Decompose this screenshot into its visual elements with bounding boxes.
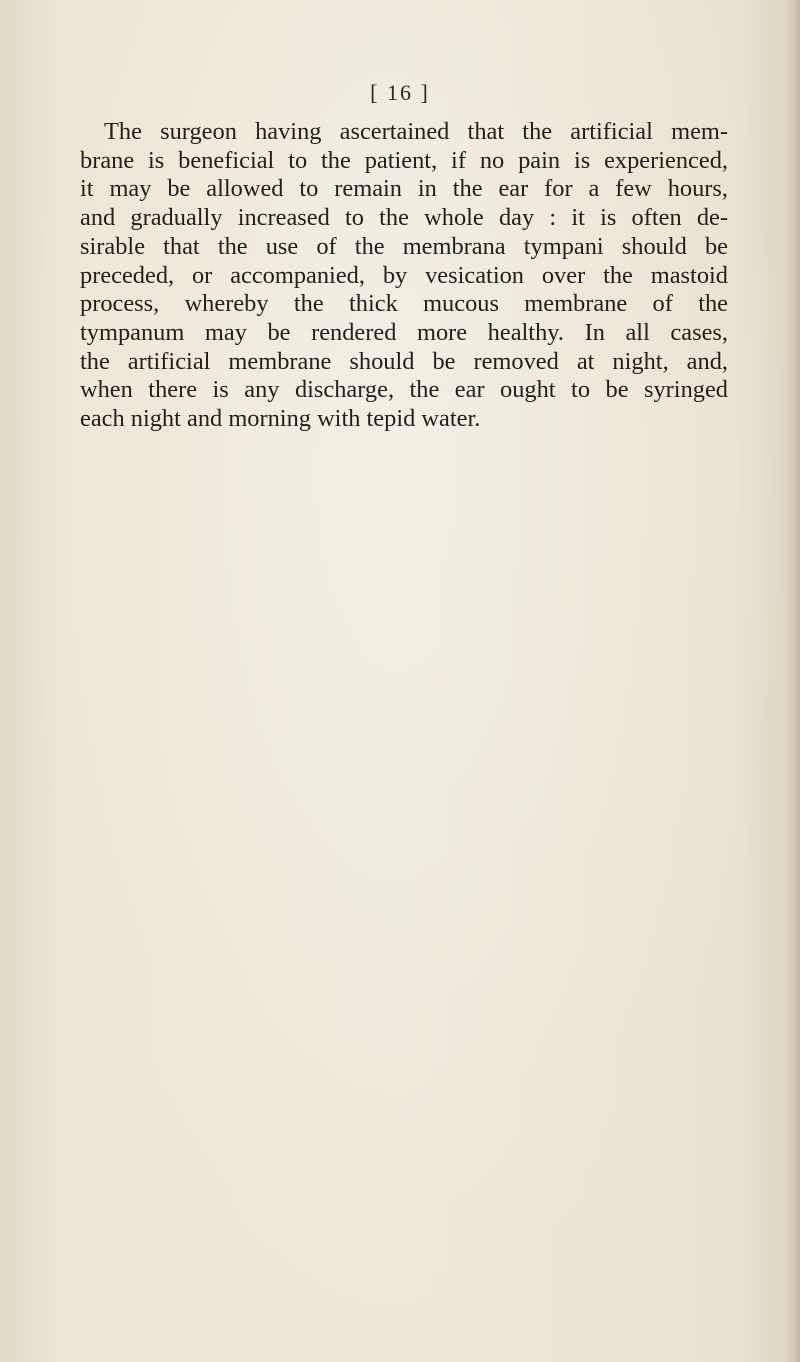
text-line: and gradually increased to the whole day : it is often de- — [80, 204, 728, 232]
text-line: tympanum may be rendered more healthy. In all cases, — [80, 318, 728, 346]
text-line: the artificial membrane should be removed at night, and, — [80, 347, 728, 375]
text-line: preceded, or accompanied, by vesication over the mastoid — [80, 261, 728, 289]
body-paragraph — [80, 118, 728, 434]
text-line: when there is any discharge, the ear ought to be syringed — [80, 376, 728, 404]
page-number: [ 16 ] — [370, 80, 430, 105]
text-line: process, whereby the thick mucous membrane of the — [80, 290, 728, 318]
text-line: The surgeon having ascertained that the artificial mem- — [104, 118, 728, 145]
text-line: sirable that the use of the membrana tympani should be — [80, 232, 728, 260]
text-line: brane is beneficial to the patient, if no pain is experienced, — [80, 146, 728, 174]
page-edge-shadow — [786, 0, 800, 1362]
text-line: it may be allowed to remain in the ear for a few hours, — [80, 175, 728, 203]
text-line: each night and morning with tepid water. — [80, 405, 481, 433]
